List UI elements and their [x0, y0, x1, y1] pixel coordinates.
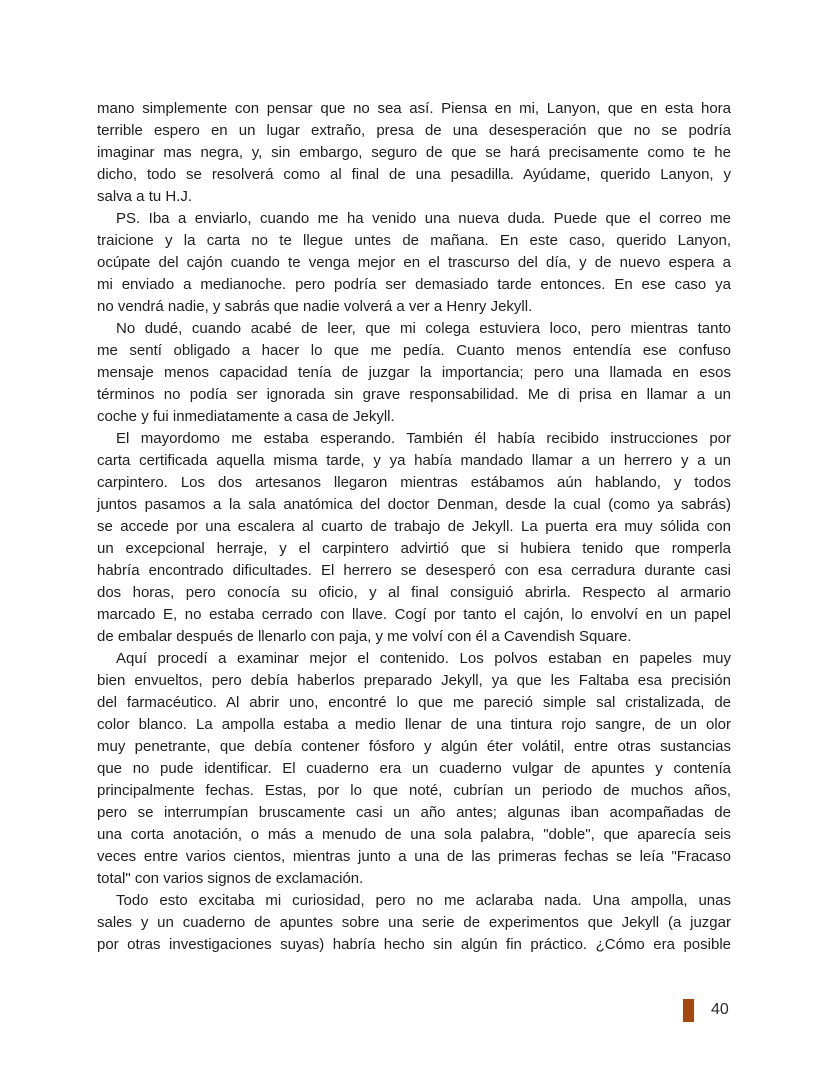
text-line: mi enviado a medianoche. pero podría ser demasiado tarde entonces. En ese caso ya [97, 276, 731, 293]
text-line: El mayordomo me estaba esperando. También él había recibido instrucciones por [116, 430, 731, 447]
text-line: se accede por una escalera al cuarto de trabajo de Jekyll. La puerta era muy sólida con [97, 518, 731, 535]
text-line: sales y un cuaderno de apuntes sobre una serie de experimentos que Jekyll (a juzgar [97, 914, 731, 931]
paragraph [97, 318, 731, 428]
text-line: No dudé, cuando acabé de leer, que mi colega estuviera loco, pero mientras tanto [116, 320, 731, 337]
text-line: no vendrá nadie, y sabrás que nadie volverá a ver a Henry Jekyll. [97, 298, 533, 315]
paragraph [97, 648, 731, 890]
text-line: de embalar después de llenarlo con paja, y me volví con él a Cavendish Square. [97, 628, 632, 645]
text-line: salva a tu H.J. [97, 188, 193, 205]
text-line: muy penetrante, que debía contener fósforo y algún éter volátil, entre otras sustancias [97, 738, 731, 755]
text-line: ocúpate del cajón cuando te venga mejor en el trascurso del día, y de nuevo espera a [97, 254, 731, 271]
text-line: veces entre varios cientos, mientras junto a una de las primeras fechas se leía "Fracaso [97, 848, 731, 865]
text-line: carpintero. Los dos artesanos llegaron mientras estábamos aún hablando, y todos [97, 474, 731, 491]
text-line: PS. Iba a enviarlo, cuando me ha venido una nueva duda. Puede que el correo me [116, 210, 731, 227]
paragraph [97, 890, 731, 956]
text-line: que no pude identificar. El cuaderno era un cuaderno vulgar de apuntes y contenía [97, 760, 731, 777]
text-line: principalmente fechas. Estas, por lo que noté, cubrían un periodo de muchos años, [97, 782, 731, 799]
text-line: bien envueltos, pero debía haberlos preparado Jekyll, ya que les Faltaba esa precisión [97, 672, 731, 689]
text-line: mensaje menos capacidad tenía de juzgar la importancia; pero una llamada en esos [97, 364, 731, 381]
text-line: una corta anotación, o más a menudo de una sola palabra, "doble", que aparecía seis [97, 826, 731, 843]
text-line: términos no podía ser ignorada sin grave responsabilidad. Me di prisa en llamar a un [97, 386, 731, 403]
text-line: me sentí obligado a hacer lo que me pedía. Cuanto menos entendía ese confuso [97, 342, 731, 359]
text-line: imaginar mas negra, y, sin embargo, seguro de que se hará precisamente como te he [97, 144, 731, 161]
paragraph [97, 98, 731, 208]
paragraph [97, 428, 731, 648]
text-line: del farmacéutico. Al abrir uno, encontré lo que me pareció simple sal cristalizada, de [97, 694, 731, 711]
text-line: dicho, todo se resolverá como al final de una pesadilla. Ayúdame, querido Lanyon, y [97, 166, 731, 183]
text-line: por otras investigaciones suyas) habría hecho sin algún fin práctico. ¿Cómo era posible [97, 936, 731, 953]
text-line: marcado E, no estaba cerrado con llave. Cogí por tanto el cajón, lo envolví en un papel [97, 606, 731, 623]
text-line: Aquí procedí a examinar mejor el contenido. Los polvos estaban en papeles muy [116, 650, 731, 667]
text-line: dos horas, pero conocía su oficio, y al final consiguió abrirla. Respecto al armario [97, 584, 731, 601]
text-line: juntos pasamos a la sala anatómica del doctor Denman, desde la cual (como ya sabrás) [97, 496, 731, 513]
paragraph [97, 208, 731, 318]
text-line: color blanco. La ampolla estaba a medio llenar de una tintura rojo sangre, de un olor [97, 716, 731, 733]
text-line: carta certificada aquella misma tarde, y ya había mandado llamar a un herrero y a un [97, 452, 731, 469]
text-line: un excepcional herraje, y el carpintero advirtió que si hubiera tenido que romperla [97, 540, 731, 557]
text-line: Todo esto excitaba mi curiosidad, pero no me aclaraba nada. Una ampolla, unas [116, 892, 731, 909]
page-body-text [97, 98, 731, 956]
text-line: terrible espero en un lugar extraño, presa de una desesperación que no se podría [97, 122, 731, 139]
page-number: 40 [711, 1001, 729, 1018]
text-line: habría encontrado dificultades. El herrero se desesperó con esa cerradura durante casi [97, 562, 731, 579]
text-line: total" con varios signos de exclamación. [97, 870, 364, 887]
text-line: mano simplemente con pensar que no sea así. Piensa en mi, Lanyon, que en esta hora [97, 100, 731, 117]
text-line: traicione y la carta no te llegue untes de mañana. En este caso, querido Lanyon, [97, 232, 731, 249]
text-line: pero se interrumpían bruscamente casi un año antes; algunas iban acompañadas de [97, 804, 731, 821]
text-line: coche y fui inmediatamente a casa de Jekyll. [97, 408, 395, 425]
page-number-marker [683, 999, 694, 1022]
